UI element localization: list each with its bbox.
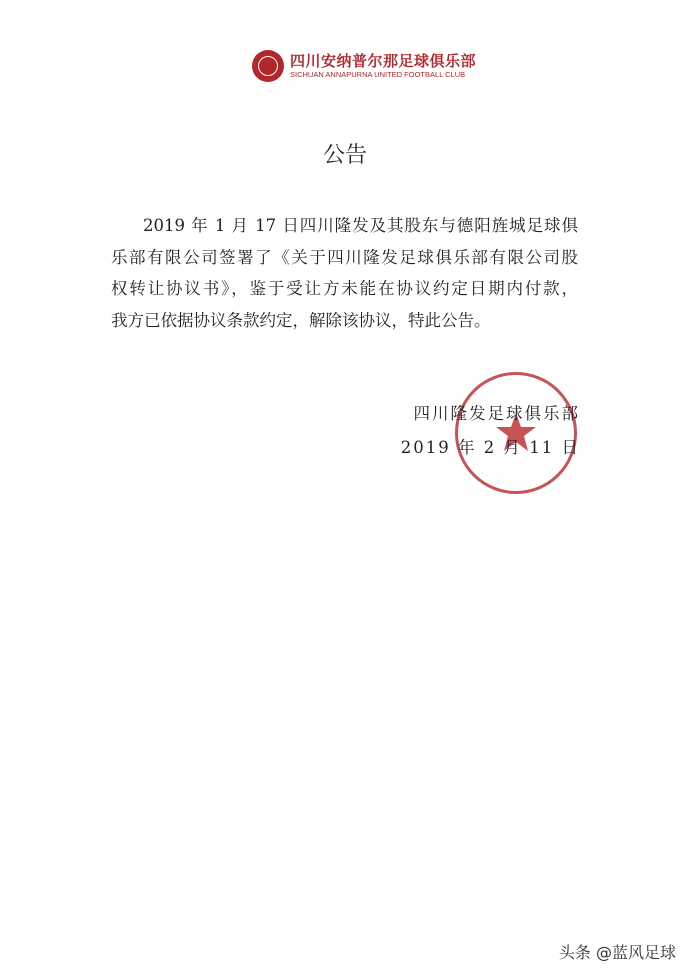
body-line: 2019 年 1 月 17 日四川隆发及其股东与德阳旌城足球俱 xyxy=(143,216,578,235)
body-line: 权转让协议书》，鉴于受让方未能在协议约定日期内付款， xyxy=(111,279,578,298)
signature-org: 四川隆发足球俱乐部 xyxy=(413,404,580,423)
club-name-en: SICHUAN ANNAPURNA UNITED FOOTBALL CLUB xyxy=(290,69,466,79)
company-seal xyxy=(455,372,577,494)
announcement-body xyxy=(111,210,578,336)
body-line: 我方已依据协议条款约定，解除该协议，特此公告。 xyxy=(111,310,491,330)
signature-date: 2019 年 2 月 11 日 xyxy=(400,438,580,457)
body-line: 乐部有限公司签署了《关于四川隆发足球俱乐部有限公司股 xyxy=(111,247,578,267)
document-title: 公告 xyxy=(322,143,367,168)
club-name-cn: 四川安纳普尔那足球俱乐部 xyxy=(290,51,477,70)
club-logo-icon xyxy=(252,50,284,82)
club-header xyxy=(252,50,476,82)
watermark: 头条 @蓝风足球 xyxy=(558,943,676,962)
